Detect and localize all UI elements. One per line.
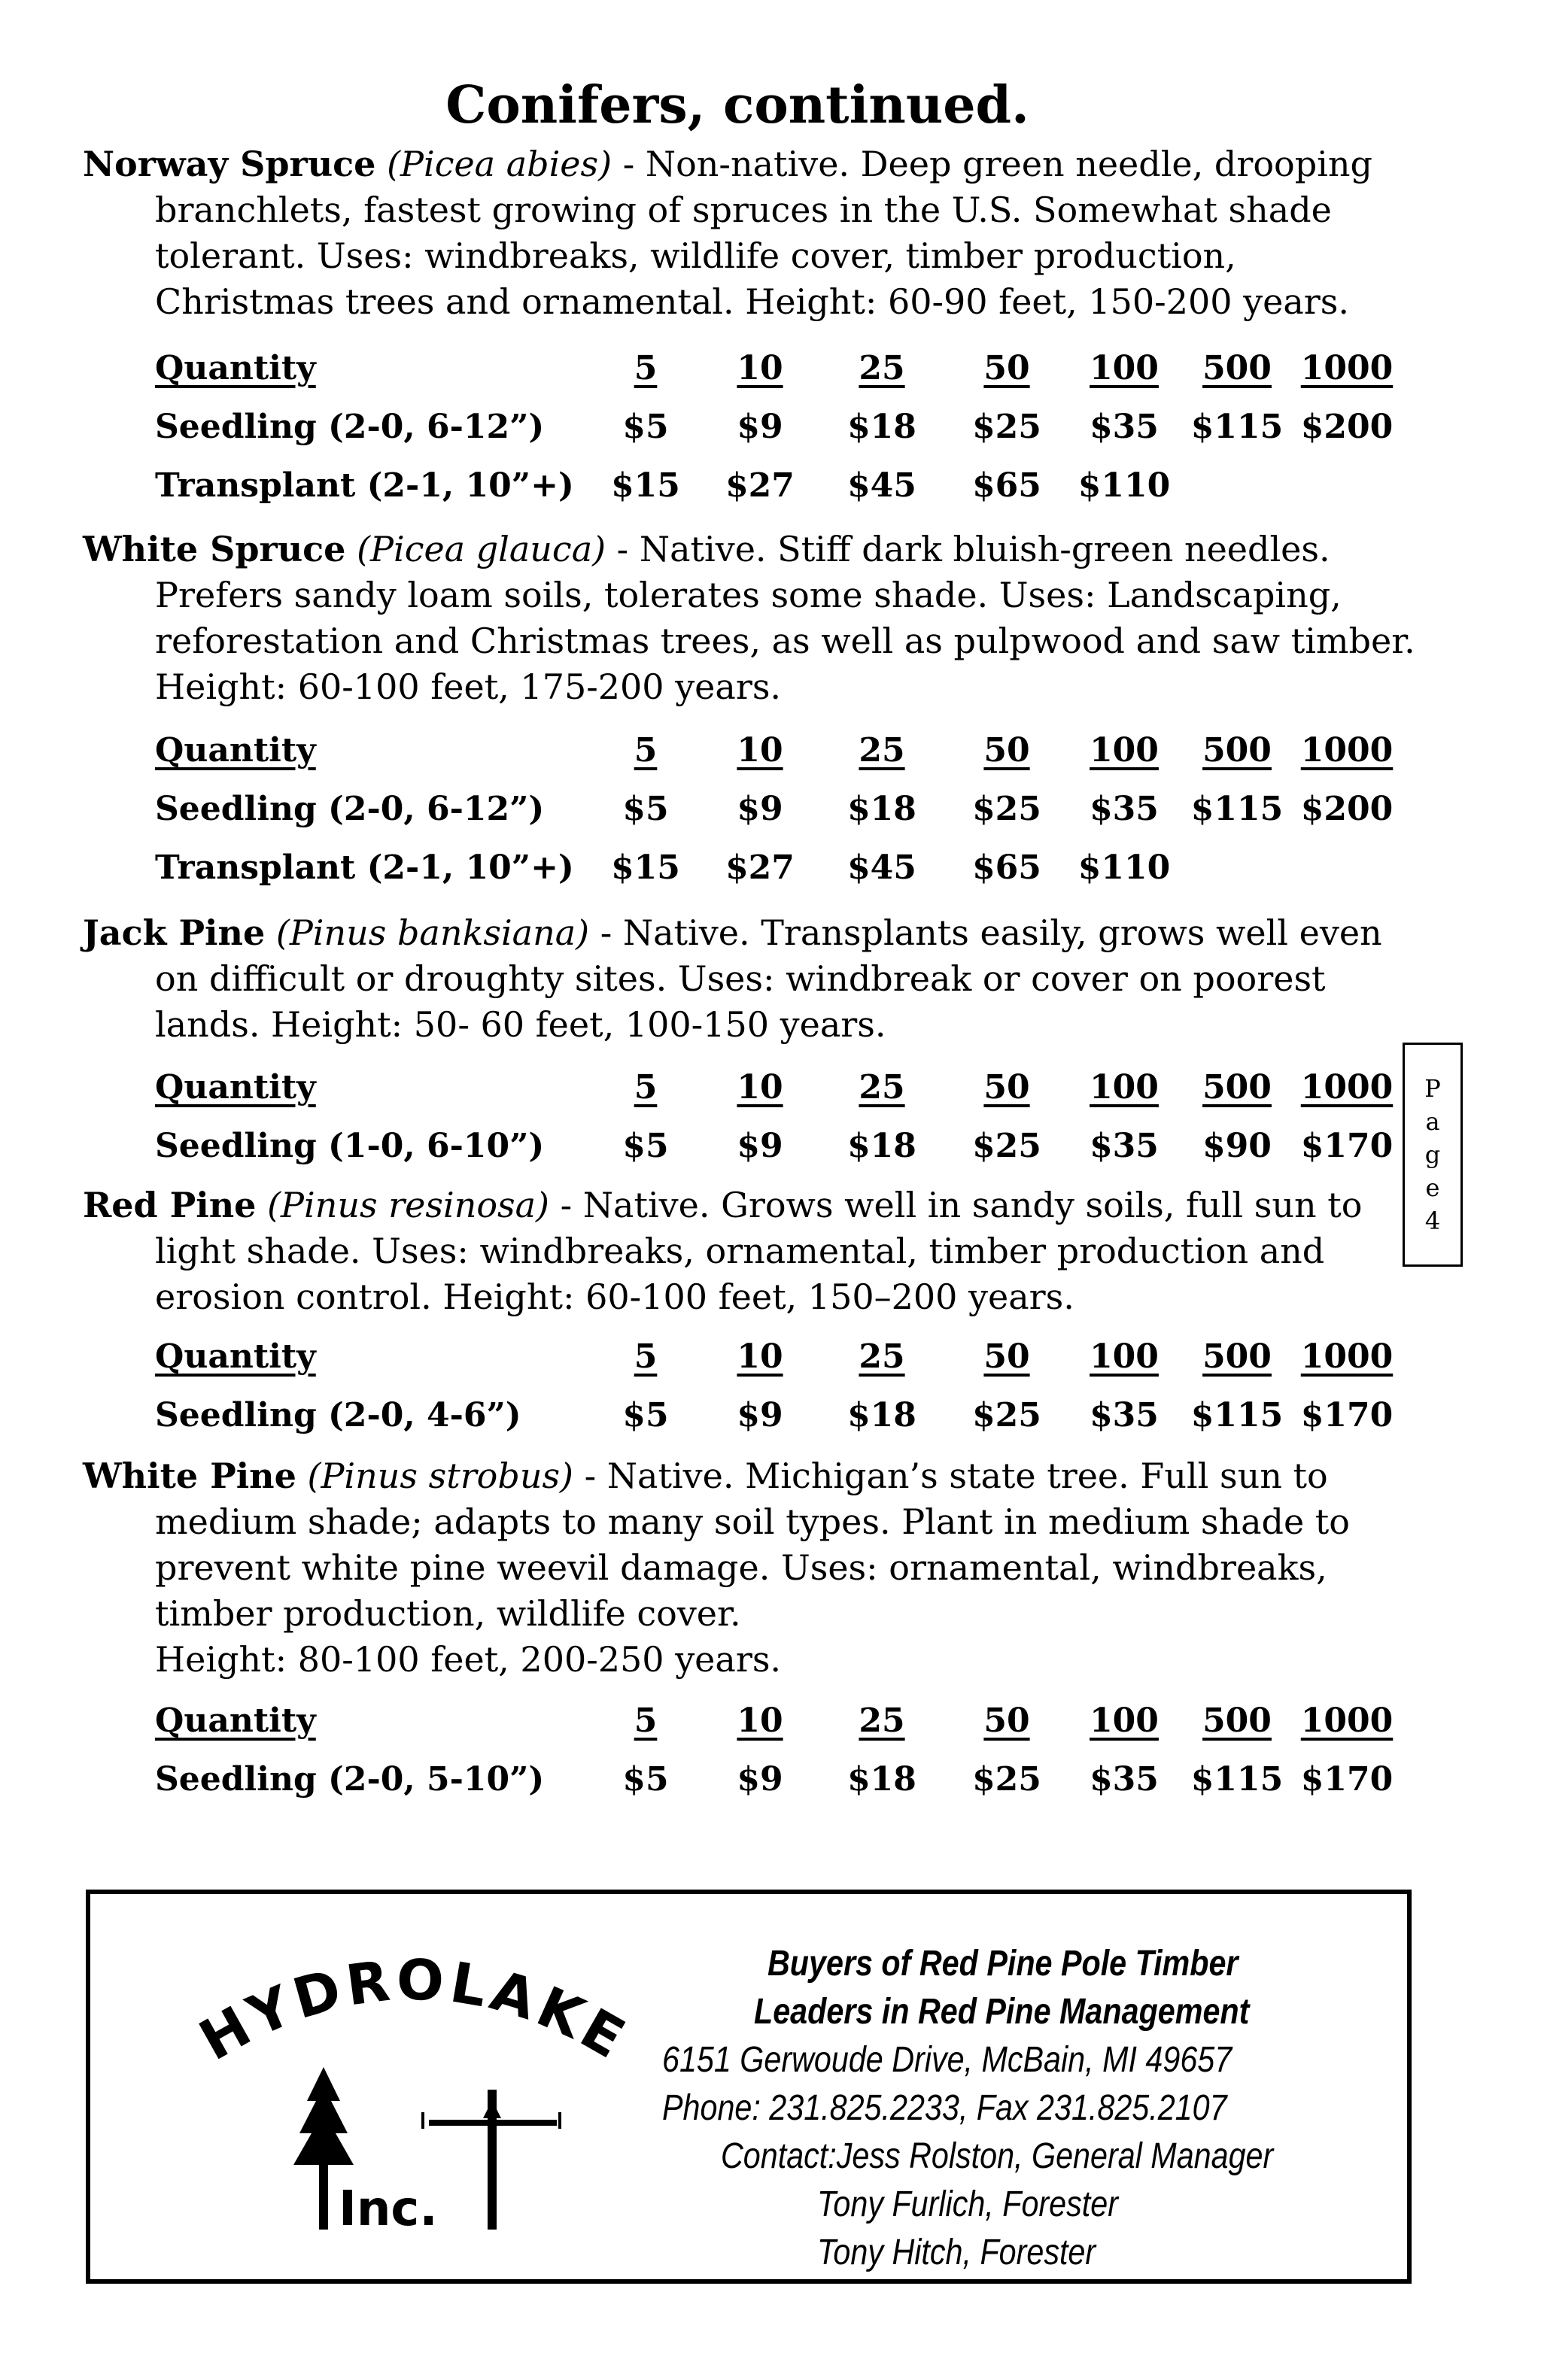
price-value: $35 [1090, 1127, 1159, 1165]
quantity-value: 500 [1202, 731, 1272, 770]
price-value: $25 [972, 1127, 1041, 1165]
price-table-header [0, 730, 1541, 772]
stock-type-label: Transplant (2-1, 10”+) [155, 466, 574, 505]
species-paragraph [83, 1453, 1422, 1637]
quantity-value: 10 [737, 731, 783, 770]
price-value: $45 [847, 848, 916, 887]
price-value: $65 [972, 466, 1041, 505]
price-value: $170 [1300, 1760, 1394, 1799]
price-value: $65 [972, 848, 1041, 887]
quantity-value: 50 [983, 349, 1030, 387]
price-value: $18 [847, 790, 916, 828]
ad-tagline-leaders: Leaders in Red Pine Management [754, 1992, 1250, 2032]
species-latin-name: (Pinus resinosa) [267, 1185, 549, 1225]
quantity-header: Quantity [155, 731, 316, 770]
advertisement-box [86, 1890, 1412, 2284]
price-value: $5 [622, 1127, 669, 1165]
price-value: $15 [611, 466, 680, 505]
species-latin-name: (Picea glauca) [357, 529, 606, 569]
quantity-value: 25 [859, 1337, 905, 1376]
species-paragraph [83, 141, 1422, 325]
price-value: $9 [737, 1396, 783, 1434]
species-entry-white-pine [83, 1453, 1422, 1683]
price-value: $110 [1077, 848, 1171, 887]
hydrolake-logo [143, 1939, 685, 2240]
price-table-row [0, 788, 1541, 830]
price-table-row [0, 465, 1541, 507]
price-value: $115 [1190, 1396, 1284, 1434]
species-description: - Native. Stiff dark bluish-green needles. Prefers sandy loam soils, tolerates some shade. Uses: Landscaping, reforestation and Christmas trees, as well as pulpwood and saw timber. Height: 60-100 feet, 175-200 years. [155, 529, 1415, 707]
quantity-value: 50 [983, 1337, 1030, 1376]
price-value: $9 [737, 1760, 783, 1799]
price-value: $27 [725, 466, 795, 505]
page-tab-number: 4 [1424, 1207, 1441, 1235]
price-value: $35 [1090, 1760, 1159, 1799]
ad-address: 6151 Gerwoude Drive, McBain, MI 49657 [662, 2040, 1232, 2080]
page-number-tab [1403, 1043, 1463, 1267]
price-value: $5 [622, 408, 669, 446]
price-value: $25 [972, 1760, 1041, 1799]
stock-type-label: Seedling (2-0, 4-6”) [155, 1396, 521, 1434]
ad-tagline-buyers: Buyers of Red Pine Pole Timber [767, 1944, 1239, 1984]
price-table-header [0, 348, 1541, 390]
species-paragraph [83, 1182, 1392, 1320]
quantity-value: 100 [1090, 731, 1159, 770]
ad-phone-fax: Phone: 231.825.2233, Fax 231.825.2107 [662, 2088, 1227, 2128]
price-value: $110 [1077, 466, 1171, 505]
quantity-header: Quantity [155, 1068, 316, 1107]
price-value: $115 [1190, 790, 1284, 828]
quantity-value: 5 [634, 1068, 658, 1107]
price-value: $35 [1090, 790, 1159, 828]
species-entry-white-spruce [83, 527, 1422, 710]
price-value: $115 [1190, 1760, 1284, 1799]
price-value: $5 [622, 1760, 669, 1799]
quantity-value: 10 [737, 1337, 783, 1376]
quantity-value: 500 [1202, 349, 1272, 387]
price-value: $9 [737, 790, 783, 828]
species-height-line: Height: 80-100 feet, 200-250 years. [155, 1639, 782, 1680]
price-value: $18 [847, 408, 916, 446]
quantity-value: 500 [1202, 1337, 1272, 1376]
species-paragraph [83, 527, 1422, 710]
price-value: $25 [972, 1396, 1041, 1434]
species-description: - Native. Michigan’s state tree. Full sun to medium shade; adapts to many soil types. Plant in medium shade to prevent white pine weevil damage. Uses: ornamental, windbreaks, timber production, wildlife cover. [155, 1456, 1350, 1634]
species-name: Norway Spruce [83, 144, 376, 184]
quantity-value: 50 [983, 1068, 1030, 1107]
ad-forester: Tony Hitch, Forester [817, 2233, 1096, 2272]
quantity-value: 5 [634, 1337, 658, 1376]
species-entry-red-pine [83, 1182, 1392, 1320]
price-table-row [0, 1759, 1541, 1801]
ad-contact: Contact:Jess Rolston, General Manager [721, 2136, 1274, 2176]
stock-type-label: Transplant (2-1, 10”+) [155, 848, 574, 887]
species-name: White Pine [83, 1456, 296, 1496]
species-latin-name: (Pinus banksiana) [275, 912, 590, 953]
page-tab-letter: e [1425, 1173, 1440, 1202]
quantity-value: 25 [859, 349, 905, 387]
species-name: Red Pine [83, 1185, 257, 1225]
quantity-value: 25 [859, 1068, 905, 1107]
quantity-value: 100 [1090, 349, 1159, 387]
quantity-value: 10 [737, 1702, 783, 1740]
price-value: $9 [737, 1127, 783, 1165]
page-title: Conifers, continued. [445, 75, 1029, 135]
price-value: $18 [847, 1396, 916, 1434]
quantity-value: 50 [983, 1702, 1030, 1740]
price-value: $35 [1090, 408, 1159, 446]
quantity-value: 5 [634, 349, 658, 387]
price-value: $200 [1300, 408, 1394, 446]
stock-type-label: Seedling (2-0, 6-12”) [155, 790, 545, 828]
price-value: $90 [1202, 1127, 1272, 1165]
species-entry-jack-pine [83, 910, 1422, 1048]
quantity-value: 1000 [1300, 1702, 1394, 1740]
species-name: Jack Pine [83, 912, 266, 953]
logo-inc-text: Inc. [339, 2181, 438, 2237]
price-value: $25 [972, 790, 1041, 828]
stock-type-label: Seedling (2-0, 6-12”) [155, 408, 545, 446]
ad-forester: Tony Furlich, Forester [817, 2184, 1118, 2224]
quantity-value: 50 [983, 731, 1030, 770]
quantity-header: Quantity [155, 1337, 316, 1376]
price-value: $18 [847, 1127, 916, 1165]
price-table-row [0, 1125, 1541, 1167]
price-value: $27 [725, 848, 795, 887]
price-table-row [0, 847, 1541, 889]
species-latin-name: (Picea abies) [387, 144, 612, 184]
price-table-row [0, 406, 1541, 448]
price-value: $5 [622, 790, 669, 828]
page-tab-letter: P [1424, 1074, 1441, 1103]
stock-type-label: Seedling (1-0, 6-10”) [155, 1127, 545, 1165]
quantity-value: 1000 [1300, 1068, 1394, 1107]
species-entry-norway-spruce [83, 141, 1422, 325]
quantity-value: 1000 [1300, 349, 1394, 387]
logo-wordmark [189, 1947, 639, 2073]
quantity-value: 10 [737, 1068, 783, 1107]
price-value: $170 [1300, 1127, 1394, 1165]
species-description: - Native. Transplants easily, grows well even on difficult or droughty sites. Uses: windbreak or cover on poorest lands. Height: 50- 60 feet, 100-150 years. [155, 912, 1382, 1045]
quantity-value: 1000 [1300, 1337, 1394, 1376]
species-description: - Non-native. Deep green needle, drooping branchlets, fastest growing of spruces in the U.S. Somewhat shade tolerant. Uses: windbreaks, wildlife cover, timber production, Christmas trees and ornamental. Height: 60-90 feet, 150-200 years. [155, 144, 1372, 322]
species-name: White Spruce [83, 529, 346, 569]
price-table-header [0, 1067, 1541, 1109]
quantity-header: Quantity [155, 349, 316, 387]
price-value: $9 [737, 408, 783, 446]
price-value: $170 [1300, 1396, 1394, 1434]
price-value: $45 [847, 466, 916, 505]
price-value: $200 [1300, 790, 1394, 828]
page-tab-letter: a [1425, 1107, 1440, 1136]
price-value: $35 [1090, 1396, 1159, 1434]
price-table-header [0, 1700, 1541, 1742]
logo-wordmark-text: HYDROLAKE [189, 1947, 639, 2074]
quantity-value: 100 [1090, 1702, 1159, 1740]
quantity-value: 100 [1090, 1337, 1159, 1376]
quantity-value: 25 [859, 731, 905, 770]
price-value: $15 [611, 848, 680, 887]
species-paragraph [83, 910, 1422, 1048]
species-latin-name: (Pinus strobus) [307, 1456, 574, 1496]
quantity-value: 500 [1202, 1068, 1272, 1107]
price-value: $25 [972, 408, 1041, 446]
quantity-value: 5 [634, 731, 658, 770]
quantity-value: 25 [859, 1702, 905, 1740]
utility-pole-icon [421, 2090, 561, 2230]
page-tab-letter: g [1424, 1140, 1441, 1169]
quantity-value: 100 [1090, 1068, 1159, 1107]
quantity-value: 10 [737, 349, 783, 387]
price-table-header [0, 1336, 1541, 1378]
quantity-header: Quantity [155, 1702, 316, 1740]
species-description: - Native. Grows well in sandy soils, full sun to light shade. Uses: windbreaks, ornamental, timber production and erosion control. Height: 60-100 feet, 150–200 years. [155, 1185, 1363, 1317]
price-value: $115 [1190, 408, 1284, 446]
price-value: $5 [622, 1396, 669, 1434]
quantity-value: 500 [1202, 1702, 1272, 1740]
quantity-value: 1000 [1300, 731, 1394, 770]
price-value: $18 [847, 1760, 916, 1799]
stock-type-label: Seedling (2-0, 5-10”) [155, 1760, 545, 1799]
price-table-row [0, 1395, 1541, 1437]
quantity-value: 5 [634, 1702, 658, 1740]
